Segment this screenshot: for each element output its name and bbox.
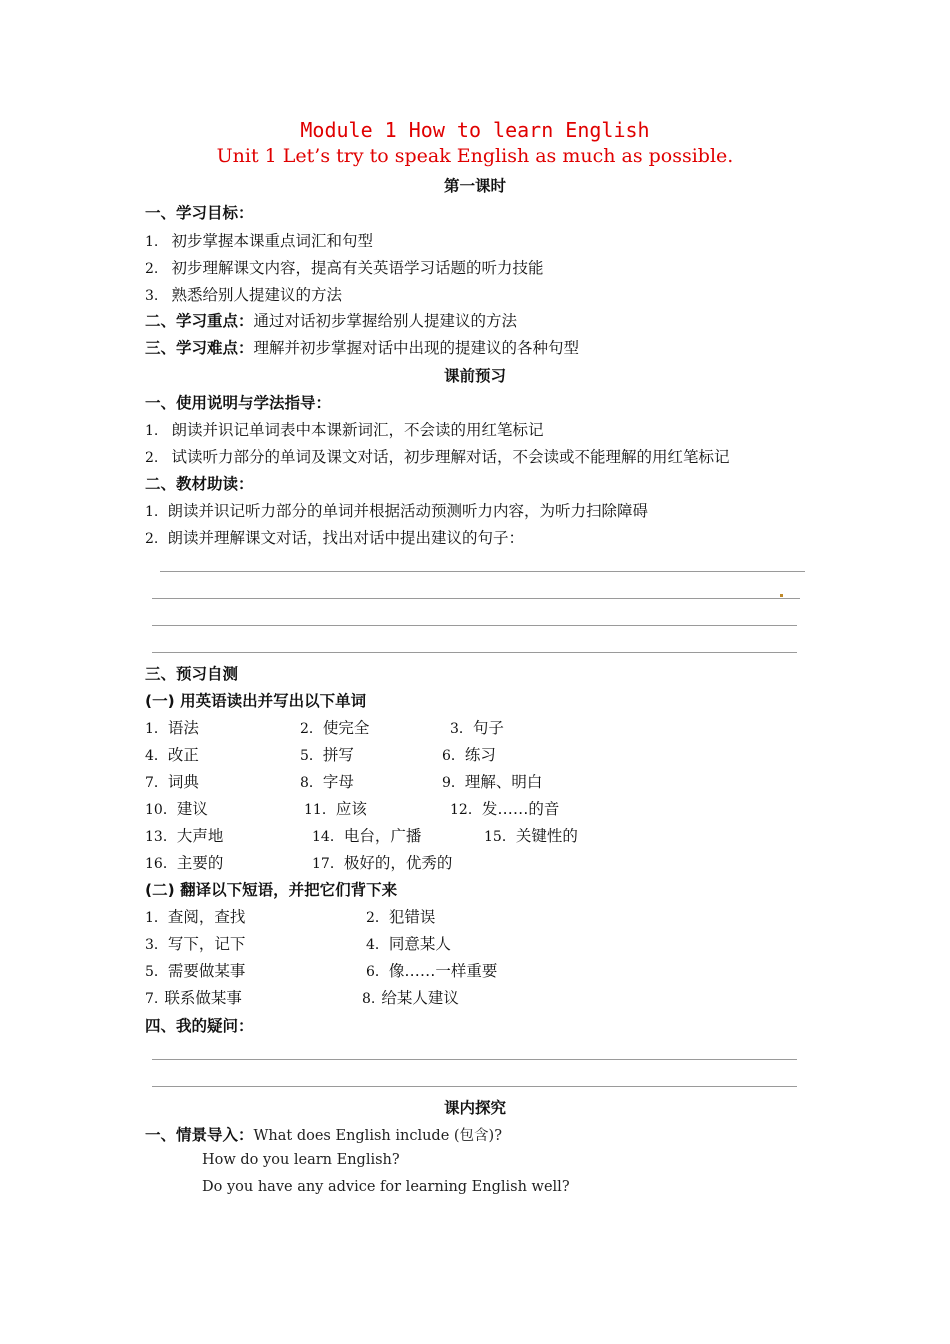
word-num: 16． xyxy=(145,856,177,872)
phrase-num: 7. xyxy=(145,991,159,1007)
material-text: 朗读并识记听力部分的单词并根据活动预测听力内容，为听力扫除障碍 xyxy=(167,502,648,520)
word-item xyxy=(312,851,452,873)
intro-question-1: What does English include (包含)? xyxy=(253,1128,502,1144)
word-num: 6． xyxy=(442,748,465,764)
phrase-text: 像……一样重要 xyxy=(388,962,498,980)
instruction-item xyxy=(145,445,729,467)
word-num: 9． xyxy=(442,775,465,791)
intro-row xyxy=(145,1123,502,1145)
preview-heading: 课前预习 xyxy=(443,367,506,385)
goal-text: 初步掌握本课重点词汇和句型 xyxy=(171,232,373,250)
difficult-point-label: 三、学习难点： xyxy=(145,339,254,357)
phrase-num: 1． xyxy=(145,910,168,926)
instruction-text: 朗读并识记单词表中本课新词汇，不会读的用红笔标记 xyxy=(171,421,544,439)
intro-question-3: Do you have any advice for learning English well? xyxy=(202,1179,570,1195)
word-item xyxy=(450,797,559,819)
goals-heading: 一、学习目标： xyxy=(145,204,254,222)
word-num: 5． xyxy=(300,748,323,764)
module-title: Module 1 How to learn English xyxy=(300,118,650,142)
goal-text: 熟悉给别人提建议的方法 xyxy=(171,286,342,304)
difficult-point xyxy=(145,336,579,358)
word-text: 语法 xyxy=(167,719,199,737)
material-item xyxy=(145,526,524,548)
self-test-heading: 三、预习自测 xyxy=(145,665,239,683)
phrase-num: 3． xyxy=(145,937,168,953)
phrase-text: 同意某人 xyxy=(388,935,451,953)
word-text: 使完全 xyxy=(322,719,370,737)
word-num: 15． xyxy=(484,829,516,845)
word-item xyxy=(312,824,421,846)
word-num: 17． xyxy=(312,856,344,872)
word-text: 应该 xyxy=(335,800,367,818)
word-text: 大声地 xyxy=(176,827,224,845)
word-item xyxy=(304,797,367,819)
word-text: 主要的 xyxy=(176,854,224,872)
goal-num: 1. xyxy=(145,234,159,250)
word-text: 极好的，优秀的 xyxy=(343,854,453,872)
phrase-item xyxy=(145,932,245,954)
word-num: 13． xyxy=(145,829,177,845)
key-point-text: 通过对话初步掌握给别人提建议的方法 xyxy=(253,312,518,330)
lesson-title: 第一课时 xyxy=(443,177,506,195)
word-item xyxy=(145,824,223,846)
material-num: 1. xyxy=(145,504,159,520)
word-text: 发……的音 xyxy=(481,800,560,818)
material-text: 朗读并理解课文对话，找出对话中提出建议的句子： xyxy=(167,529,524,547)
instructions-heading: 一、使用说明与学法指导： xyxy=(145,394,332,412)
instruction-text: 试读听力部分的单词及课文对话，初步理解对话，不会读或不能理解的用红笔标记 xyxy=(171,448,730,466)
words-heading: (一) 用英语读出并写出以下单词 xyxy=(145,692,367,710)
difficult-point-text: 理解并初步掌握对话中出现的提建议的各种句型 xyxy=(253,339,580,357)
key-point-label: 二、学习重点： xyxy=(145,312,254,330)
phrase-num: 8. xyxy=(362,991,376,1007)
goal-num: 3. xyxy=(145,288,159,304)
goal-item xyxy=(145,283,342,305)
word-text: 理解、明白 xyxy=(464,773,543,791)
answer-line[interactable] xyxy=(152,625,797,626)
word-item xyxy=(442,743,496,765)
goal-item xyxy=(145,229,373,251)
word-item xyxy=(145,716,199,738)
word-text: 句子 xyxy=(472,719,504,737)
word-text: 字母 xyxy=(322,773,354,791)
answer-line[interactable] xyxy=(160,571,805,572)
phrase-text: 给某人建议 xyxy=(381,989,459,1007)
questions-heading: 四、我的疑问： xyxy=(145,1017,254,1035)
phrase-text: 查阅，查找 xyxy=(167,908,246,926)
instruction-num: 2. xyxy=(145,450,159,466)
phrase-item xyxy=(362,986,459,1008)
intro-label: 一、情景导入： xyxy=(145,1126,254,1144)
word-item xyxy=(145,770,199,792)
instruction-item xyxy=(145,418,543,440)
word-item xyxy=(145,797,208,819)
word-num: 4． xyxy=(145,748,168,764)
word-num: 11． xyxy=(304,802,336,818)
word-text: 电台，广播 xyxy=(343,827,422,845)
phrase-text: 写下，记下 xyxy=(167,935,246,953)
word-text: 拼写 xyxy=(322,746,354,764)
phrases-heading: (二) 翻译以下短语，并把它们背下来 xyxy=(145,881,398,899)
material-item xyxy=(145,499,648,521)
answer-line[interactable] xyxy=(152,652,797,653)
phrase-num: 5． xyxy=(145,964,168,980)
answer-line[interactable] xyxy=(152,598,800,599)
word-num: 12． xyxy=(450,802,482,818)
word-num: 10． xyxy=(145,802,177,818)
explore-heading: 课内探究 xyxy=(443,1099,506,1117)
key-point xyxy=(145,309,517,331)
goal-item xyxy=(145,256,543,278)
intro-question-2: How do you learn English? xyxy=(202,1152,400,1168)
answer-line[interactable] xyxy=(152,1086,797,1087)
word-num: 14． xyxy=(312,829,344,845)
word-item xyxy=(145,851,223,873)
material-heading: 二、教材助读： xyxy=(145,475,254,493)
word-item xyxy=(300,716,369,738)
goal-num: 2. xyxy=(145,261,159,277)
word-num: 8． xyxy=(300,775,323,791)
word-item xyxy=(442,770,542,792)
word-text: 词典 xyxy=(167,773,199,791)
word-num: 1． xyxy=(145,721,168,737)
word-num: 3． xyxy=(450,721,473,737)
instruction-num: 1. xyxy=(145,423,159,439)
goal-text: 初步理解课文内容，提高有关英语学习话题的听力技能 xyxy=(171,259,544,277)
stray-mark xyxy=(780,594,783,597)
phrase-item xyxy=(366,905,435,927)
phrase-item xyxy=(145,986,242,1008)
phrase-num: 4． xyxy=(366,937,389,953)
word-item xyxy=(484,824,578,846)
phrase-item xyxy=(366,959,497,981)
unit-title: Unit 1 Let’s try to speak English as much as possible. xyxy=(216,145,734,167)
phrase-text: 需要做某事 xyxy=(167,962,246,980)
phrase-text: 联系做某事 xyxy=(164,989,242,1007)
word-num: 7． xyxy=(145,775,168,791)
phrase-text: 犯错误 xyxy=(388,908,436,926)
word-text: 改正 xyxy=(167,746,199,764)
phrase-item xyxy=(145,905,245,927)
word-item xyxy=(300,770,354,792)
phrase-num: 2． xyxy=(366,910,389,926)
word-text: 建议 xyxy=(176,800,208,818)
word-text: 关键性的 xyxy=(515,827,578,845)
phrase-num: 6． xyxy=(366,964,389,980)
word-num: 2． xyxy=(300,721,323,737)
material-num: 2. xyxy=(145,531,159,547)
phrase-item xyxy=(145,959,245,981)
answer-line[interactable] xyxy=(152,1059,797,1060)
word-item xyxy=(300,743,354,765)
phrase-item xyxy=(366,932,451,954)
word-item xyxy=(145,743,199,765)
word-item xyxy=(450,716,504,738)
word-text: 练习 xyxy=(464,746,496,764)
